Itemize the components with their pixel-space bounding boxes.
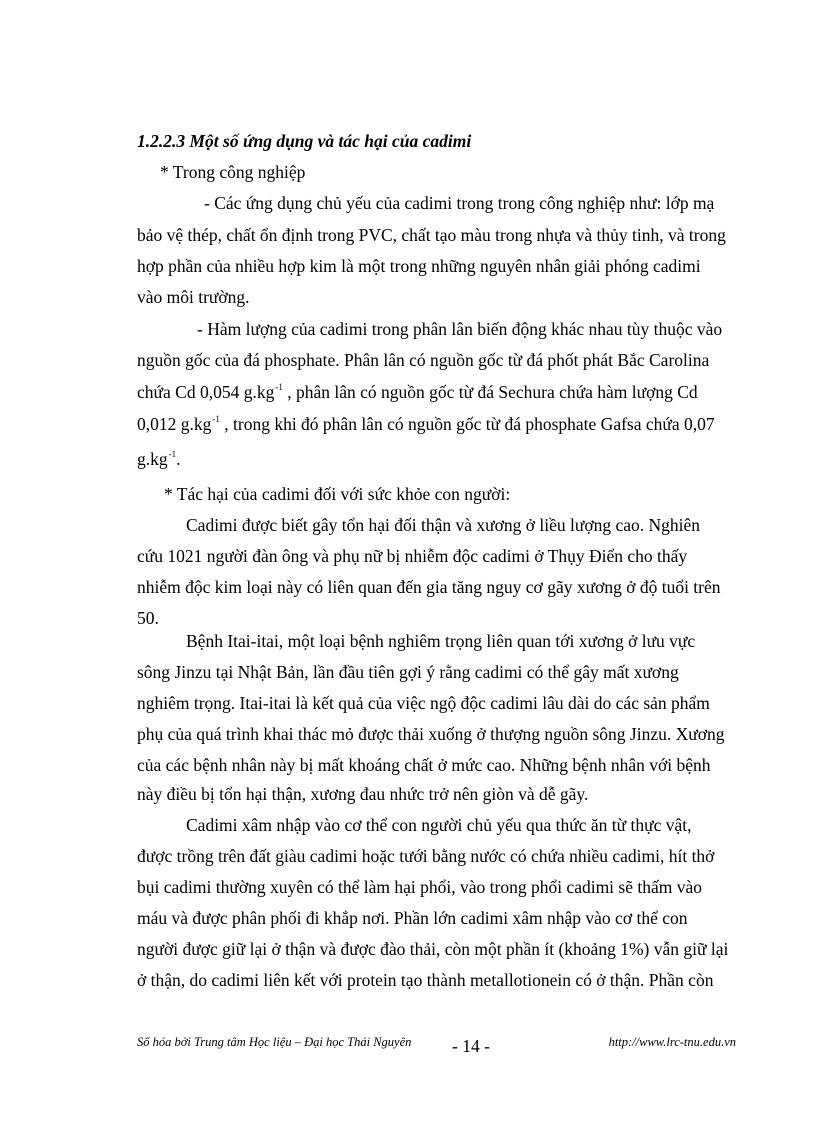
page-number: - 14 - (452, 1036, 490, 1056)
p4-line-5: của các bệnh nhân này bị mất khoáng chất ở mức cao. Những bệnh nhân với bệnh (137, 755, 711, 775)
superscript: -1 (275, 382, 283, 392)
p2-line-1: - Hàm lượng của cadimi trong phân lân biến động khác nhau tùy thuộc vào (197, 319, 723, 339)
p5-line-1: Cadimi xâm nhập vào cơ thể con người chủ yếu qua thức ăn từ thực vật, (186, 815, 692, 835)
p2-line-4: 0,012 $g.kg^{-1}$ , trong khi đó phân lân có nguồn gốc từ đá phosphate Gafsa chứa 0,07 (137, 414, 715, 434)
superscript: -1 (212, 414, 220, 424)
p5-line-3: bụi cadimi thường xuyên có thể làm hại phổi, vào trong phổi cadimi sẽ thấm vào (137, 877, 703, 897)
superscript: -1 (168, 449, 177, 459)
p3-line-1: Cadimi được biết gây tổn hại đối thận và xương ở liều lượng cao. Nghiên (186, 515, 701, 535)
p1-line-4: vào môi trường. (137, 287, 250, 307)
harm-subheading: * Tác hại của cadimi đối với sức khỏe con người: (164, 484, 511, 504)
p5-line-5: người được giữ lại ở thận và được đào thải, còn một phần ít (khoảng 1%) vẫn giữ lại (137, 939, 729, 959)
p2-line-3: chứa Cd 0,054 $g.kg^{-1}$ , phân lân có nguồn gốc từ đá Sechura chứa hàm lượng Cd (137, 382, 698, 402)
section-heading: 1.2.2.3 Một số ứng dụng và tác hại của cadimi (137, 131, 472, 151)
p4-line-4: phụ của quá trình khai thác mỏ được thải xuống ở thượng nguồn sông Jinzu. Xương (137, 724, 725, 744)
p4-line-3: nghiêm trọng. Itai-itai là kết quả của việc ngộ độc cadimi lâu dài do các sản phẩm (137, 693, 710, 713)
p1-line-2: bảo vệ thép, chất ổn định trong PVC, chất tạo màu trong nhựa và thủy tinh, và trong (137, 225, 726, 245)
p2-line-5: $g.kg^{-1}$. (137, 449, 181, 469)
p1-line-3: hợp phần của nhiều hợp kim là một trong những nguyên nhân giải phóng cadimi (137, 256, 701, 276)
p2-line-2: nguồn gốc của đá phosphate. Phân lân có nguồn gốc từ đá phốt phát Bắc Carolina (137, 350, 710, 370)
p1-line-1: - Các ứng dụng chủ yếu của cadimi trong trong công nghiệp như: lớp mạ (204, 193, 715, 213)
p4-line-6: này điều bị tổn hại thận, xương đau nhức trở nên giòn và dễ gãy. (137, 784, 589, 804)
footer-url: http://www.lrc-tnu.edu.vn (608, 1035, 736, 1049)
p3-line-2: cứu 1021 người đàn ông và phụ nữ bị nhiễm độc cadimi ở Thụy Điển cho thấy (137, 546, 688, 566)
footer-source: Số hóa bởi Trung tâm Học liệu – Đại học Thái Nguyên (137, 1035, 412, 1049)
industry-subheading: * Trong công nghiệp (160, 162, 306, 182)
p5-line-2: được trồng trên đất giàu cadimi hoặc tưới bằng nước có chứa nhiều cadimi, hít thở (137, 846, 715, 866)
p5-line-4: máu và được phân phối đi khắp nơi. Phần lớn cadimi xâm nhập vào cơ thể con (137, 908, 688, 928)
p3-line-3: nhiễm độc kim loại này có liên quan đến gia tăng nguy cơ gãy xương ở độ tuổi trên (137, 577, 721, 597)
p3-line-4: 50. (137, 608, 159, 628)
p4-line-1: Bệnh Itai-itai, một loại bệnh nghiêm trọng liên quan tới xương ở lưu vực (186, 631, 696, 651)
p5-line-6: ở thận, do cadimi liên kết với protein tạo thành metallotionein có ở thận. Phần còn (137, 970, 714, 990)
p4-line-2: sông Jinzu tại Nhật Bản, lần đầu tiên gợi ý rằng cadimi có thể gây mất xương (137, 662, 679, 682)
